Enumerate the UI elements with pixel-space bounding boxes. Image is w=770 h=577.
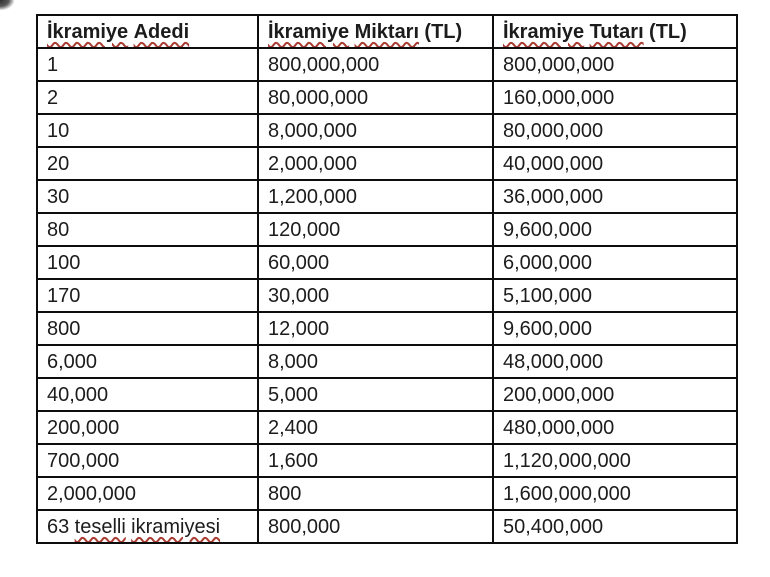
miktari-cell: 2,000,000 bbox=[258, 147, 493, 180]
miktari-cell: 120,000 bbox=[258, 213, 493, 246]
table-row bbox=[37, 147, 737, 180]
tutari-cell: 800,000,000 bbox=[493, 48, 737, 81]
table-row bbox=[37, 411, 737, 444]
teselli-count: 63 bbox=[47, 515, 70, 538]
table-row bbox=[37, 312, 737, 345]
tutari-cell: 1,600,000,000 bbox=[493, 477, 737, 510]
table-header-row bbox=[37, 15, 737, 48]
tutari-cell: 48,000,000 bbox=[493, 345, 737, 378]
tutari-cell: 480,000,000 bbox=[493, 411, 737, 444]
header-word: Tutarı bbox=[589, 20, 644, 43]
prize-table bbox=[36, 14, 738, 544]
adedi-cell: 6,000 bbox=[37, 345, 258, 378]
miktari-cell: 8,000 bbox=[258, 345, 493, 378]
miktari-cell: 60,000 bbox=[258, 246, 493, 279]
header-suffix: (TL) bbox=[649, 20, 687, 43]
adedi-cell: 30 bbox=[37, 180, 258, 213]
teselli-word: ikramiyesi bbox=[131, 515, 221, 538]
header-word: İkramiye bbox=[503, 20, 585, 43]
miktari-cell: 800 bbox=[258, 477, 493, 510]
adedi-cell: 170 bbox=[37, 279, 258, 312]
tutari-cell: 36,000,000 bbox=[493, 180, 737, 213]
adedi-cell: 40,000 bbox=[37, 378, 258, 411]
table-row bbox=[37, 246, 737, 279]
miktari-cell: 30,000 bbox=[258, 279, 493, 312]
miktari-cell: 1,200,000 bbox=[258, 180, 493, 213]
adedi-cell: 200,000 bbox=[37, 411, 258, 444]
corner-artifact bbox=[0, 0, 14, 10]
adedi-cell: 700,000 bbox=[37, 444, 258, 477]
header-word: Miktarı bbox=[354, 20, 420, 43]
tutari-cell: 6,000,000 bbox=[493, 246, 737, 279]
miktari-cell: 80,000,000 bbox=[258, 81, 493, 114]
miktari-cell: 12,000 bbox=[258, 312, 493, 345]
table-row bbox=[37, 345, 737, 378]
header-suffix: (TL) bbox=[424, 20, 463, 43]
adedi-cell: 100 bbox=[37, 246, 258, 279]
header-cell-tutari bbox=[493, 15, 737, 48]
adedi-cell: 2,000,000 bbox=[37, 477, 258, 510]
tutari-cell: 200,000,000 bbox=[493, 378, 737, 411]
table-row bbox=[37, 378, 737, 411]
teselli-word: teselli bbox=[74, 515, 126, 538]
miktari-cell: 800,000,000 bbox=[258, 48, 493, 81]
miktari-cell: 8,000,000 bbox=[258, 114, 493, 147]
header-word: İkramiye bbox=[47, 20, 129, 43]
adedi-cell: 1 bbox=[37, 48, 258, 81]
table-row bbox=[37, 477, 737, 510]
miktari-cell: 2,400 bbox=[258, 411, 493, 444]
tutari-cell: 9,600,000 bbox=[493, 213, 737, 246]
table-row bbox=[37, 213, 737, 246]
table-row bbox=[37, 48, 737, 81]
table-row bbox=[37, 81, 737, 114]
header-cell-miktari bbox=[258, 15, 493, 48]
tutari-cell: 5,100,000 bbox=[493, 279, 737, 312]
adedi-cell: 800 bbox=[37, 312, 258, 345]
table-row bbox=[37, 114, 737, 147]
header-cell-adedi bbox=[37, 15, 258, 48]
adedi-cell: 20 bbox=[37, 147, 258, 180]
table-row bbox=[37, 444, 737, 477]
miktari-cell: 800,000 bbox=[258, 510, 493, 543]
miktari-cell: 1,600 bbox=[258, 444, 493, 477]
tutari-cell: 40,000,000 bbox=[493, 147, 737, 180]
header-word: Adedi bbox=[133, 20, 190, 43]
tutari-cell: 50,400,000 bbox=[493, 510, 737, 543]
tutari-cell: 80,000,000 bbox=[493, 114, 737, 147]
adedi-cell: 2 bbox=[37, 81, 258, 114]
tutari-cell: 9,600,000 bbox=[493, 312, 737, 345]
adedi-cell: 80 bbox=[37, 213, 258, 246]
tutari-cell: 1,120,000,000 bbox=[493, 444, 737, 477]
table-row-teselli bbox=[37, 510, 737, 543]
header-word: İkramiye bbox=[268, 20, 350, 43]
tutari-cell: 160,000,000 bbox=[493, 81, 737, 114]
miktari-cell: 5,000 bbox=[258, 378, 493, 411]
table-row bbox=[37, 279, 737, 312]
table-row bbox=[37, 180, 737, 213]
adedi-cell: 10 bbox=[37, 114, 258, 147]
adedi-cell bbox=[37, 510, 258, 543]
